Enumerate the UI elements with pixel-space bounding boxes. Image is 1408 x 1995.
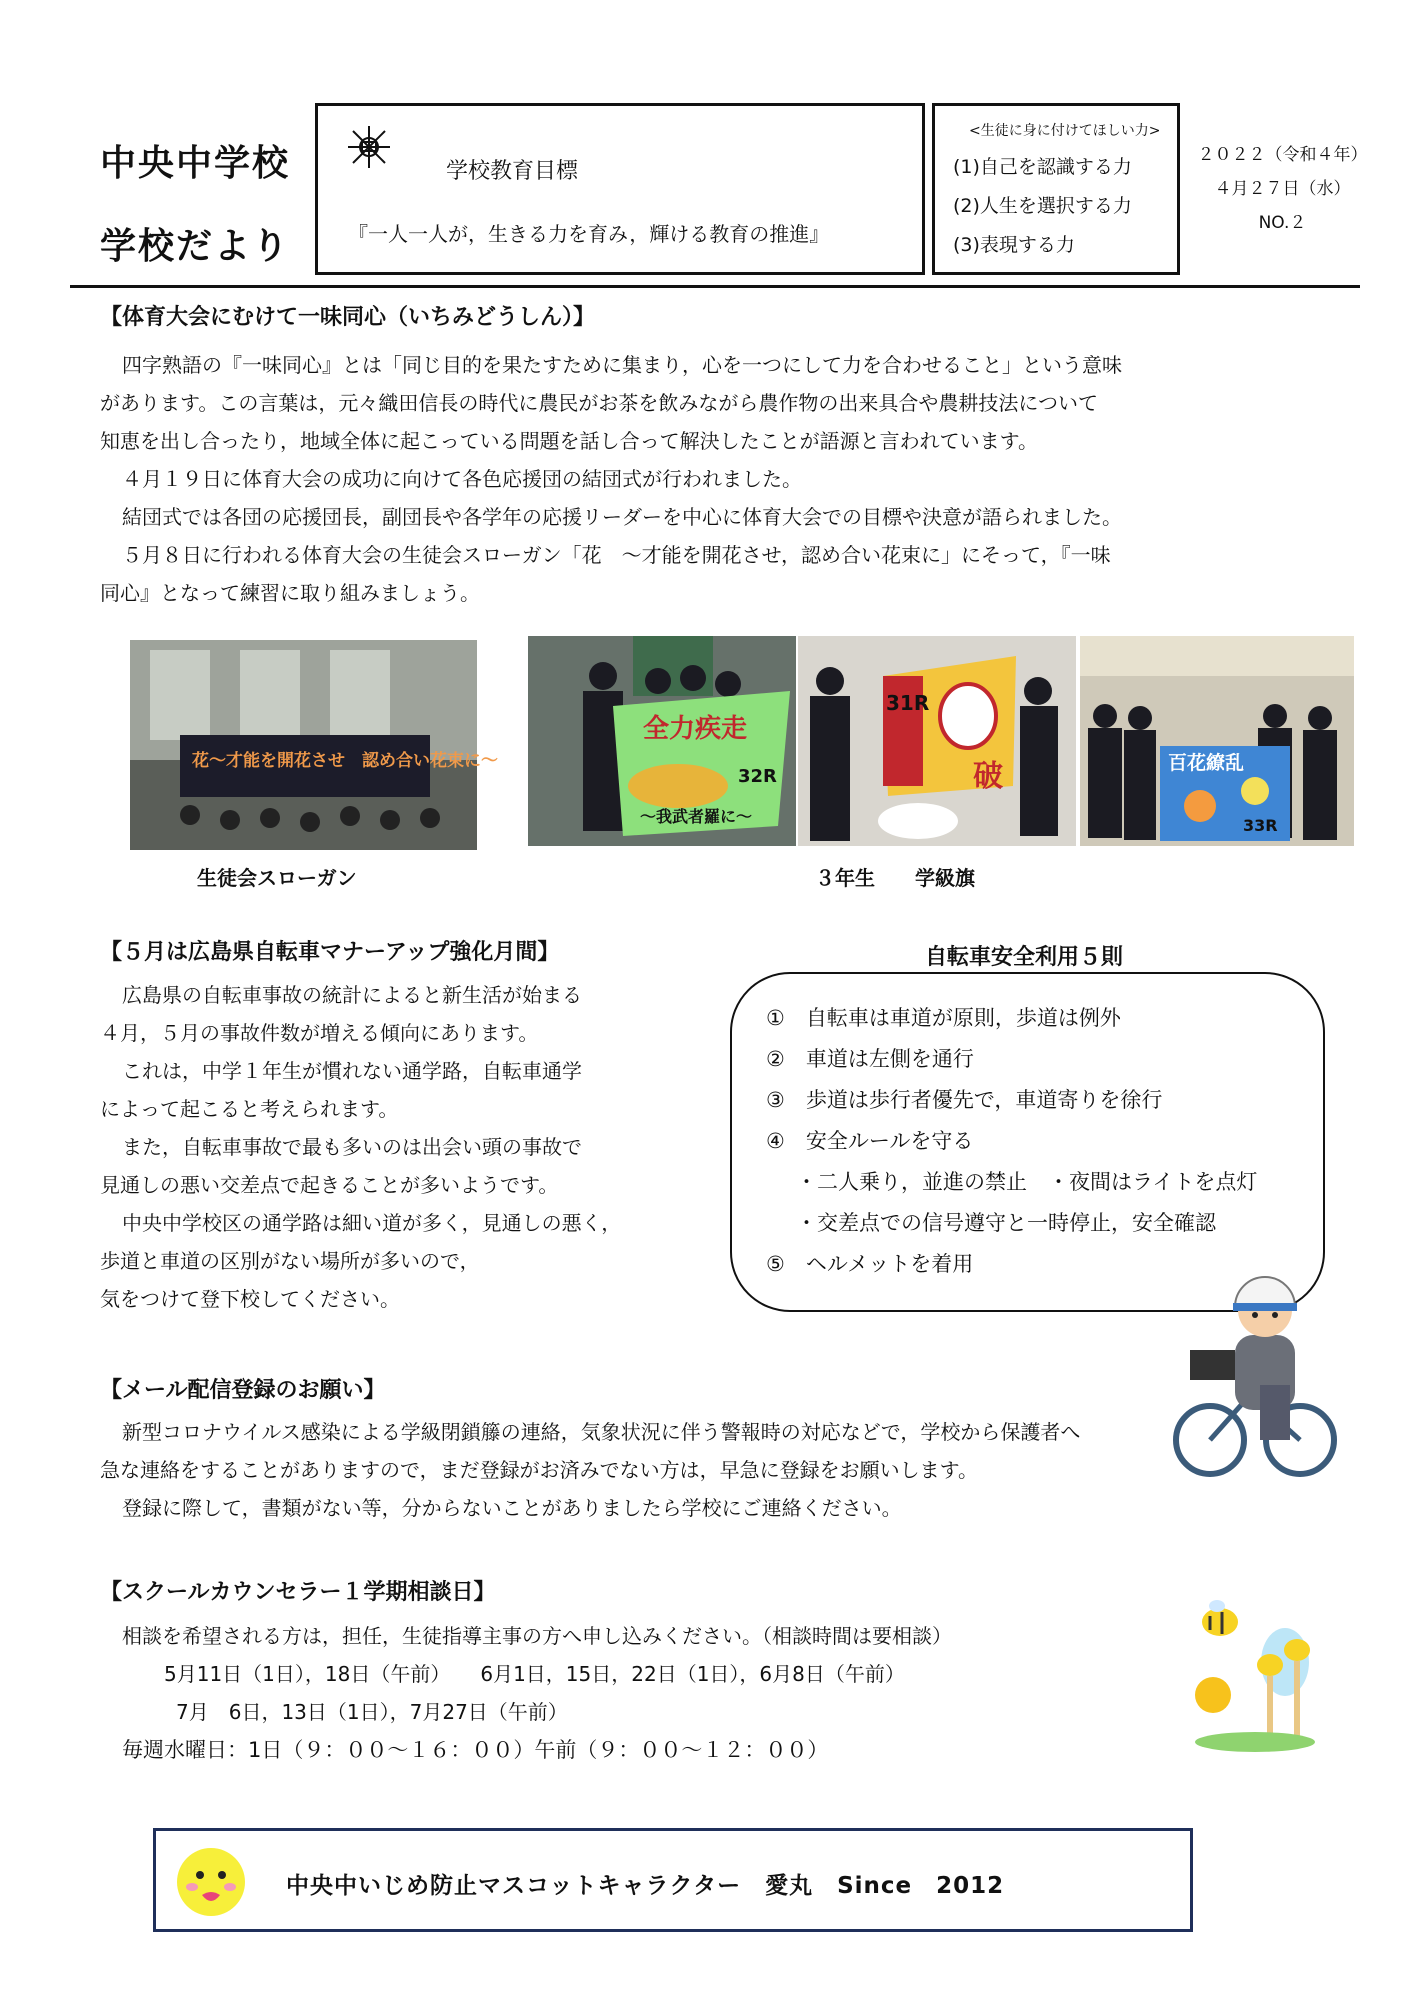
mascot-footer-box [153, 1828, 1193, 1932]
school-counselor-body [100, 1617, 952, 1769]
sports-festival-body [100, 346, 1122, 612]
flag-kanji: 破 [973, 759, 1003, 794]
paragraph-line: によって起こると考えられます。 [100, 1097, 399, 1121]
photo-class-flag-31r [798, 636, 1076, 846]
bees-illustration-icon [1185, 1590, 1325, 1755]
caption-slogan: 生徒会スローガン [197, 866, 357, 890]
paragraph-line: 気をつけて登下校してください。 [100, 1287, 400, 1311]
rule-subitem: ・交差点での信号遵守と一時停止，安全確認 [796, 1211, 1216, 1235]
rule-item: ③ 歩道は歩行者優先で，車道寄りを徐行 [766, 1088, 1163, 1112]
photo-scene [1080, 636, 1354, 846]
issue-year: ２０２２（令和４年） [1197, 145, 1368, 165]
counseling-dates-line: 7月 6日，13日（1日），7月27日（午前） [176, 1700, 568, 1724]
paragraph-line: ４月，５月の事故件数が増える傾向にあります。 [100, 1021, 539, 1045]
paragraph-line: ５月８日に行われる体育大会の生徒会スローガン「花 ～才能を開花させ，認め合い花束に」にそって，『一味 [122, 543, 1111, 567]
paragraph-line: 同心』となって練習に取り組みましょう。 [100, 581, 480, 605]
photo-scene [130, 640, 498, 850]
flag-text: 全力疾走 [643, 714, 748, 744]
paragraph-line: 結団式では各団の応援団長，副団長や各学年の応援リーダーを中心に体育大会での目標や決意が語られました。 [122, 505, 1122, 529]
section-title-school-counselor: 【スクールカウンセラー１学期相談日】 [100, 1580, 496, 1605]
counseling-weekly-line: 毎週水曜日：1日（９：００～１６：００）午前（９：００～１２：００） [122, 1738, 829, 1762]
header-divider [70, 285, 1360, 288]
issue-date-block [1190, 138, 1375, 240]
school-goal-box [315, 103, 925, 275]
section-title-sports-festival: 【体育大会にむけて一味同心（いちみどうしん）】 [100, 305, 596, 330]
ability-item: (3)表現する力 [953, 234, 1075, 256]
photo-scene [798, 636, 1076, 846]
ability-item: (2)人生を選択する力 [953, 195, 1132, 217]
paragraph-line: 登録に際して，書類がない等，分からないことがありましたら学校にご連絡ください。 [122, 1496, 902, 1520]
paragraph-line: また，自転車事故で最も多いのは出会い頭の事故で [122, 1135, 582, 1159]
paragraph-line: 見通しの悪い交差点で起きることが多いようです。 [100, 1173, 559, 1197]
flag-text: 百花繚乱 [1168, 752, 1245, 774]
issue-date: ４月２７日（水） [1214, 179, 1351, 199]
rule-item: ④ 安全ルールを守る [766, 1129, 974, 1153]
photo-class-flag-33r [1080, 636, 1354, 846]
caption-class-flags: ３年生 学級旗 [815, 866, 975, 890]
abilities-heading: <生徒に身に付けてほしい力> [969, 123, 1161, 139]
abilities-box [932, 103, 1180, 275]
photo-student-council-slogan [130, 640, 498, 850]
ability-item: (1)自己を認識する力 [953, 156, 1132, 178]
slogan-banner-text: 花～才能を開花させ 認め合い花束に～ [192, 751, 498, 771]
section-title-bicycle-month: 【５月は広島県自転車マナーアップ強化月間】 [100, 940, 560, 965]
rule-subitem: ・二人乗り，並進の禁止 ・夜間はライトを点灯 [796, 1170, 1258, 1194]
section-title-mail-registration: 【メール配信登録のお願い】 [100, 1378, 386, 1403]
paragraph-line: 広島県の自転車事故の統計によると新生活が始まる [122, 983, 582, 1007]
goal-text: 『一人一人が，生きる力を育み，輝ける教育の推進』 [348, 222, 830, 246]
cyclist-illustration-icon [1165, 1265, 1340, 1485]
bicycle-rules-title: 自転車安全利用５則 [925, 945, 1124, 970]
rule-item: ② 車道は左側を通行 [766, 1047, 974, 1071]
mascot-footer-text: 中央中いじめ防止マスコットキャラクター 愛丸 Since 2012 [286, 1873, 1005, 1899]
flag-class-label: 32R [738, 766, 777, 787]
rule-item: ⑤ ヘルメットを着用 [766, 1252, 974, 1276]
paragraph-line: 知恵を出し合ったり，地域全体に起こっている問題を話し合って解決したことが語源と言われています。 [100, 429, 1038, 453]
paragraph-line: 歩道と車道の区別がない場所が多いので， [100, 1249, 480, 1273]
flag-subtext: ～我武者羅に～ [640, 807, 753, 826]
mascot-aimaru-icon [174, 1845, 248, 1919]
flag-class-label: 31R [886, 691, 930, 715]
flag-class-label: 33R [1243, 816, 1278, 835]
paragraph-line: ４月１９日に体育大会の成功に向けて各色応援団の結団式が行われました。 [122, 467, 802, 491]
issue-number: NO.２ [1258, 213, 1307, 233]
rule-item: ① 自転車は車道が原則，歩道は例外 [766, 1006, 1121, 1030]
paragraph-line: 中央中学校区の通学路は細い道が多く，見通しの悪く， [122, 1211, 622, 1235]
paragraph-line: 相談を希望される方は，担任，生徒指導主事の方へ申し込みください。（相談時間は要相談） [122, 1624, 952, 1648]
bicycle-month-body [100, 976, 621, 1318]
school-name: 中央中学校 [100, 143, 291, 184]
photo-class-flag-32r [528, 636, 796, 846]
paragraph-line: 四字熟語の『一味同心』とは「同じ目的を果たすために集まり，心を一つにして力を合わせること」という意味 [122, 353, 1122, 377]
paragraph-line: これは，中学１年生が慣れない通学路，自転車通学 [122, 1059, 582, 1083]
paragraph-line: 急な連絡をすることがありますので，まだ登録がお済みでない方は，早急に登録をお願いします。 [100, 1458, 978, 1482]
bicycle-rules-box [730, 972, 1325, 1312]
goal-title: 学校教育目標 [446, 159, 579, 184]
counseling-dates-line: 5月11日（1日），18日（午前） 6月1日，15日，22日（1日），6月8日（午前） [164, 1662, 905, 1686]
newsletter-title: 学校だより [100, 226, 291, 267]
mail-registration-body [100, 1413, 1080, 1527]
school-emblem-icon [346, 124, 392, 170]
paragraph-line: 新型コロナウイルス感染による学級閉鎖籐の連絡，気象状況に伴う警報時の対応などで，学校から保護者へ [122, 1420, 1081, 1444]
paragraph-line: があります。この言葉は，元々織田信長の時代に農民がお茶を飲みながら農作物の出来具合や農耕技法について [100, 391, 1098, 415]
